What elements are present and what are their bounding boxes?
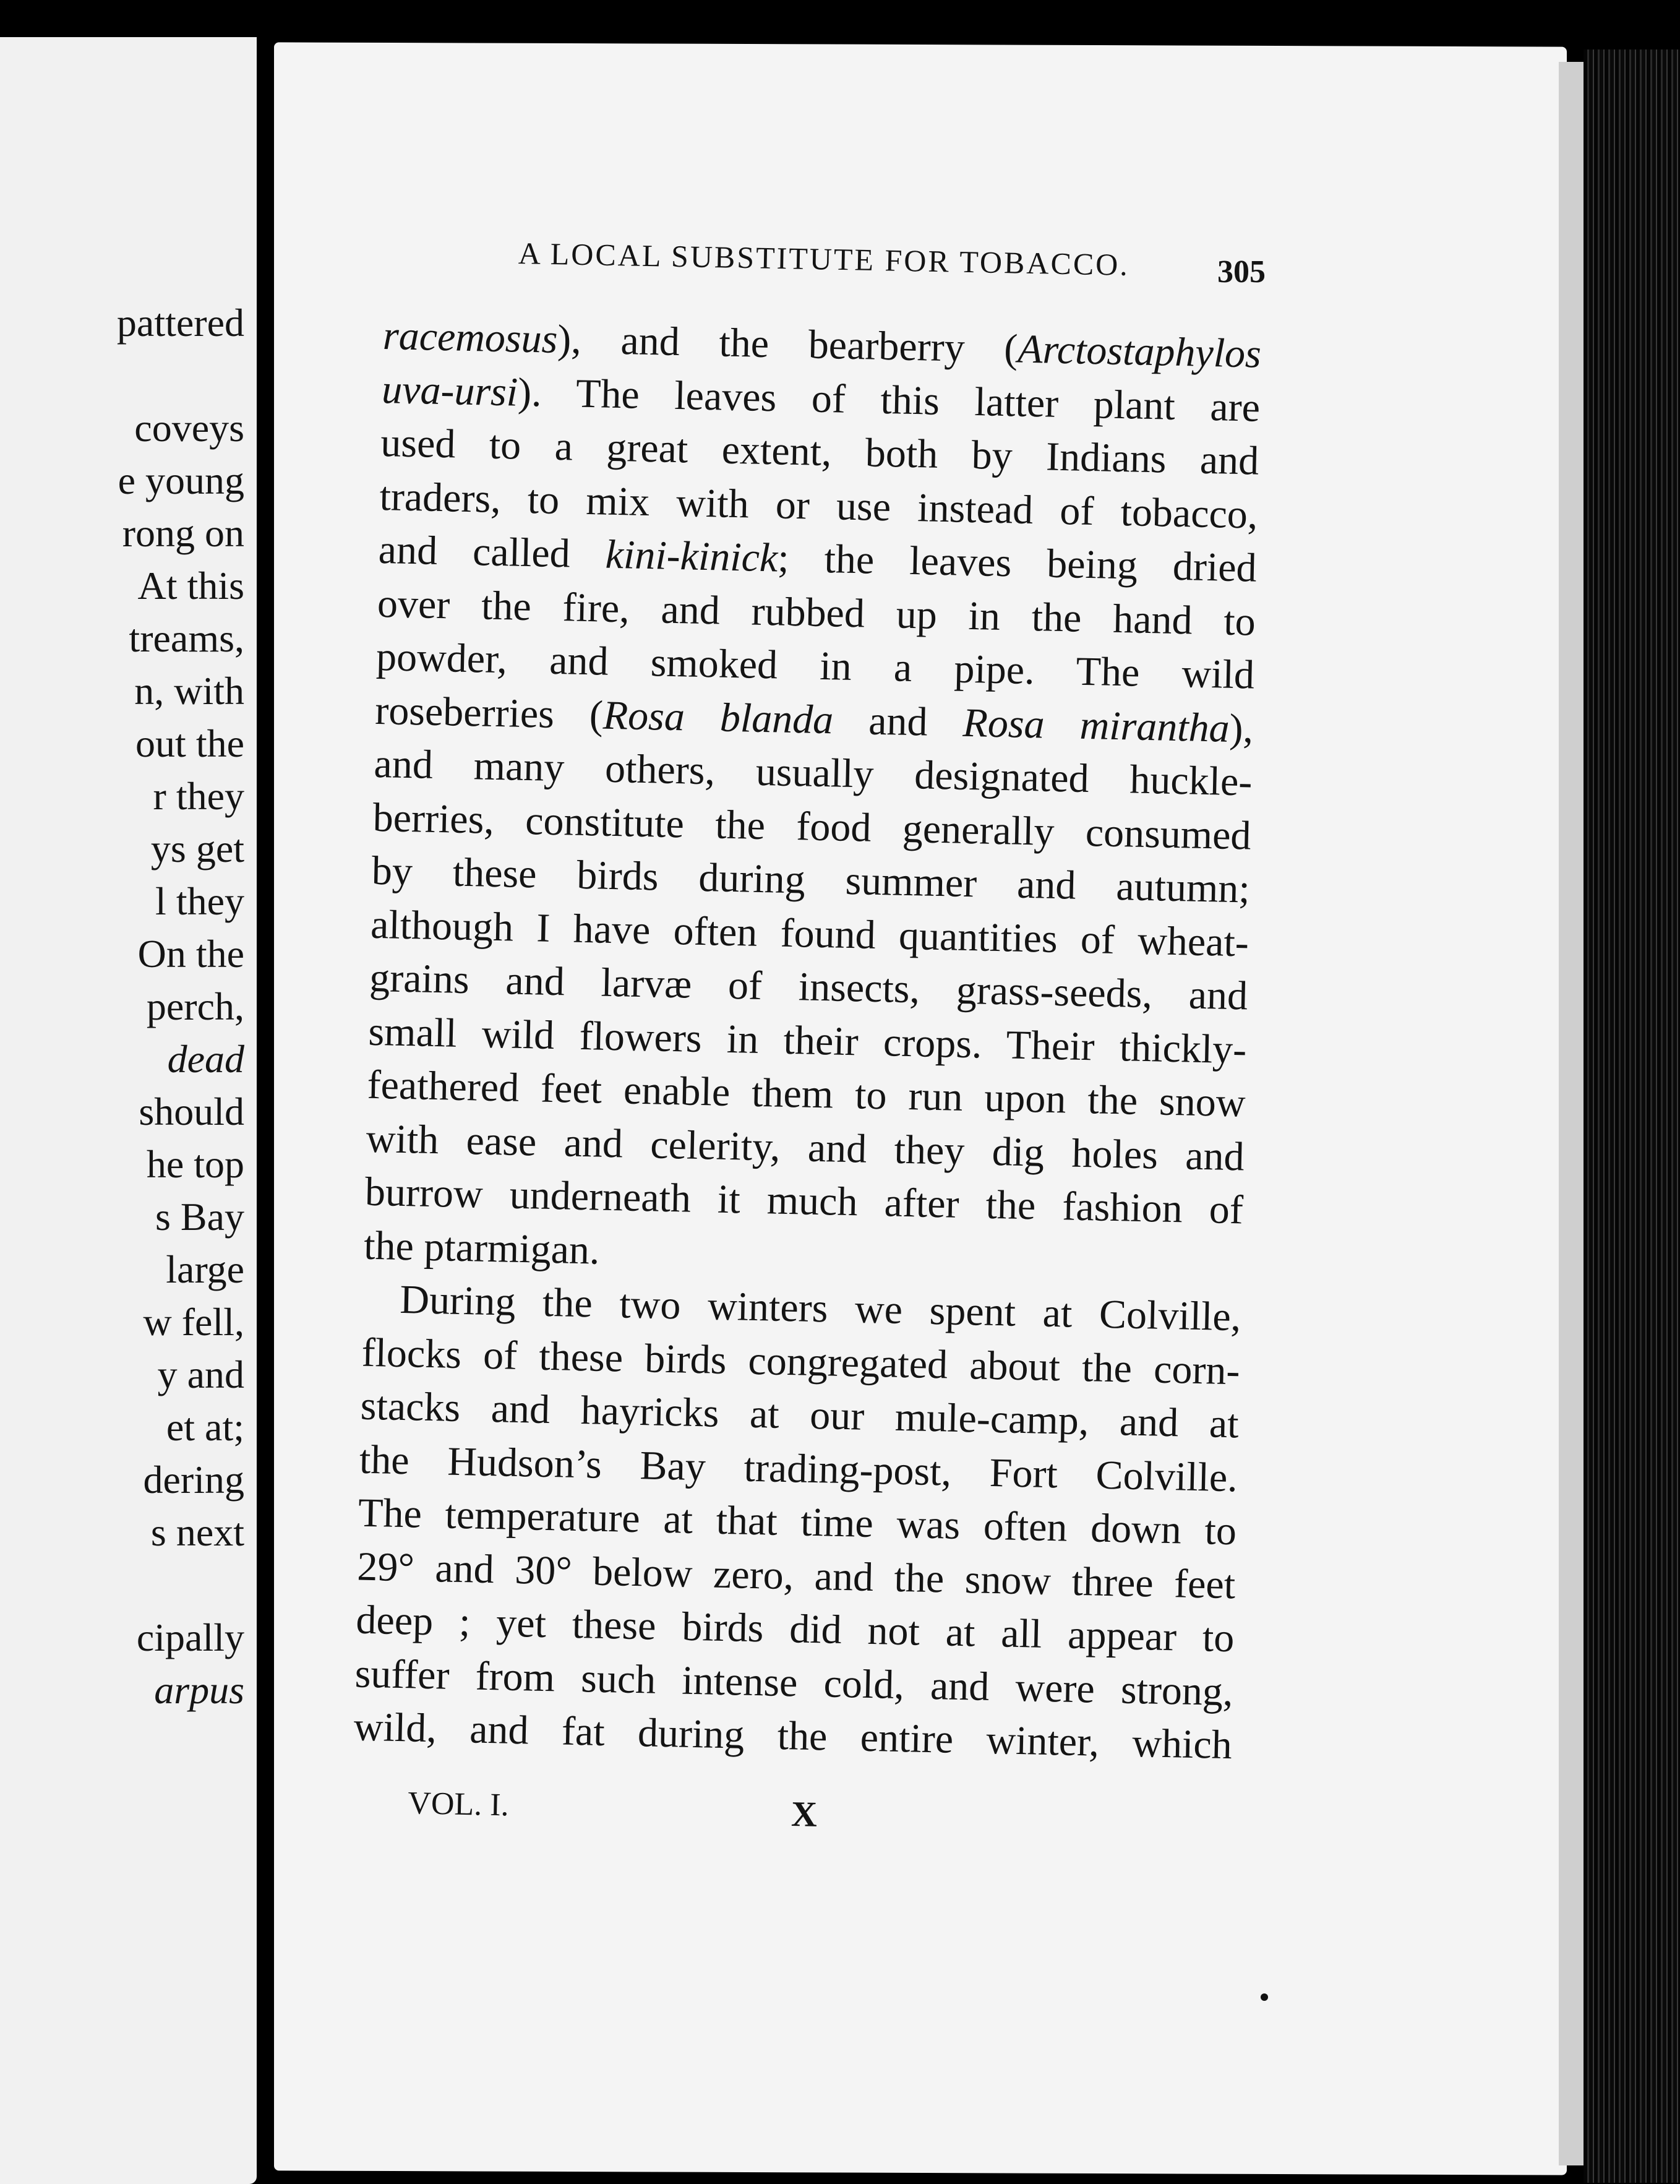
text-run: flocks of these birds congregated about the corn- [361, 1330, 1241, 1393]
italic-text: Arctostaphylos [1017, 326, 1262, 377]
text-run: powder, and smoked in a pipe. The wild [375, 634, 1255, 698]
previous-page-line: ys get [150, 827, 244, 871]
text-run: ). The leaves of this latter plant are [517, 369, 1261, 431]
text-run: by these birds during summer and autumn; [371, 848, 1251, 912]
previous-page-line: dead [167, 1037, 244, 1081]
body-text [353, 309, 1262, 1773]
ink-speck [1261, 1993, 1268, 2001]
previous-page-line: et at; [166, 1405, 244, 1449]
previous-page-line: pattered [116, 301, 244, 345]
text-run: suffer from such intense cold, and were strong, [354, 1651, 1234, 1714]
previous-page-line: should [139, 1090, 244, 1133]
text-run: ), and the bearberry ( [557, 316, 1019, 372]
italic-text: Rosa blanda [602, 692, 834, 742]
text-run: traders, to mix with or use instead of tobacco, [379, 473, 1259, 538]
text-run: berries, constitute the food generally consumed [372, 794, 1252, 859]
italic-text: uva-ursi [381, 366, 518, 415]
volume-label: VOL. I. [407, 1785, 510, 1823]
previous-page-line: w fell, [143, 1300, 244, 1344]
previous-page-line: arpus [154, 1668, 244, 1712]
running-head: A LOCAL SUBSTITUTE FOR TOBACCO. [518, 236, 1130, 282]
text-run: over the fire, and rubbed up in the hand to [377, 580, 1256, 645]
text-run: and many others, usually designated huckle- [373, 741, 1253, 805]
text-run: deep ; yet these birds did not at all appear to [355, 1597, 1235, 1661]
text-run: although I have often found quantities of wheat- [370, 901, 1249, 966]
text-run: feathered feet enable them to run upon the snow [366, 1062, 1246, 1126]
previous-page-line: he top [146, 1142, 244, 1186]
previous-page-line: large [166, 1247, 244, 1291]
previous-page-line: s Bay [155, 1195, 244, 1239]
previous-page-line: s next [150, 1510, 244, 1554]
text-run: small wild flowers in their crops. Their thickly- [367, 1008, 1248, 1072]
previous-page [0, 37, 257, 2184]
page-edge [1559, 62, 1584, 2165]
previous-page-line: e young [118, 458, 244, 502]
signature-mark: X [791, 1793, 818, 1834]
italic-text: racemosus [382, 312, 559, 362]
previous-page-line: On the [137, 932, 244, 976]
text-run: and called [378, 527, 606, 577]
text-run: ), [1228, 705, 1254, 752]
text-run: 29° and 30° below zero, and the snow three feet [356, 1544, 1236, 1607]
text-run: The temperature at that time was often down to [358, 1490, 1237, 1554]
previous-page-line: cipally [136, 1615, 244, 1659]
previous-page-line: out the [135, 721, 244, 765]
previous-page-line: r they [153, 774, 244, 818]
previous-page-line: l they [155, 879, 244, 923]
previous-page-line: n, with [134, 669, 244, 713]
previous-page-line: y and [157, 1352, 244, 1396]
page-number: 305 [1217, 254, 1266, 290]
previous-page-line: coveys [134, 406, 244, 450]
text-run: used to a great extent, both by Indians and [380, 419, 1259, 484]
text-run: grains and larvæ of insects, grass-seeds, and [369, 955, 1248, 1019]
text-run: stacks and hayricks at our mule-camp, and at [360, 1383, 1240, 1447]
text-run: with ease and celerity, and they dig holes and [366, 1116, 1245, 1179]
text-run: the ptarmigan. [363, 1223, 601, 1273]
book-edge [1584, 49, 1680, 2183]
previous-page-line: perch, [146, 984, 244, 1028]
italic-text: kini-kinick [605, 531, 779, 581]
previous-page-line: treams, [129, 616, 244, 660]
previous-page-line: rong on [122, 511, 244, 555]
text-run: the Hudson’s Bay trading-post, Fort Colville. [359, 1437, 1238, 1500]
text-run: ; the leaves being dried [777, 535, 1258, 591]
italic-text: Rosa mirantha [962, 700, 1230, 751]
text-run: During the two winters we spent at Colville, [399, 1276, 1241, 1340]
previous-page-line: dering [143, 1458, 244, 1502]
text-run: burrow underneath it much after the fashion of [364, 1169, 1244, 1233]
text-run: roseberries ( [374, 687, 604, 738]
previous-page-line: At this [137, 564, 244, 608]
text-run: and [833, 697, 964, 746]
text-run: wild, and fat during the entire winter, which [353, 1704, 1233, 1768]
